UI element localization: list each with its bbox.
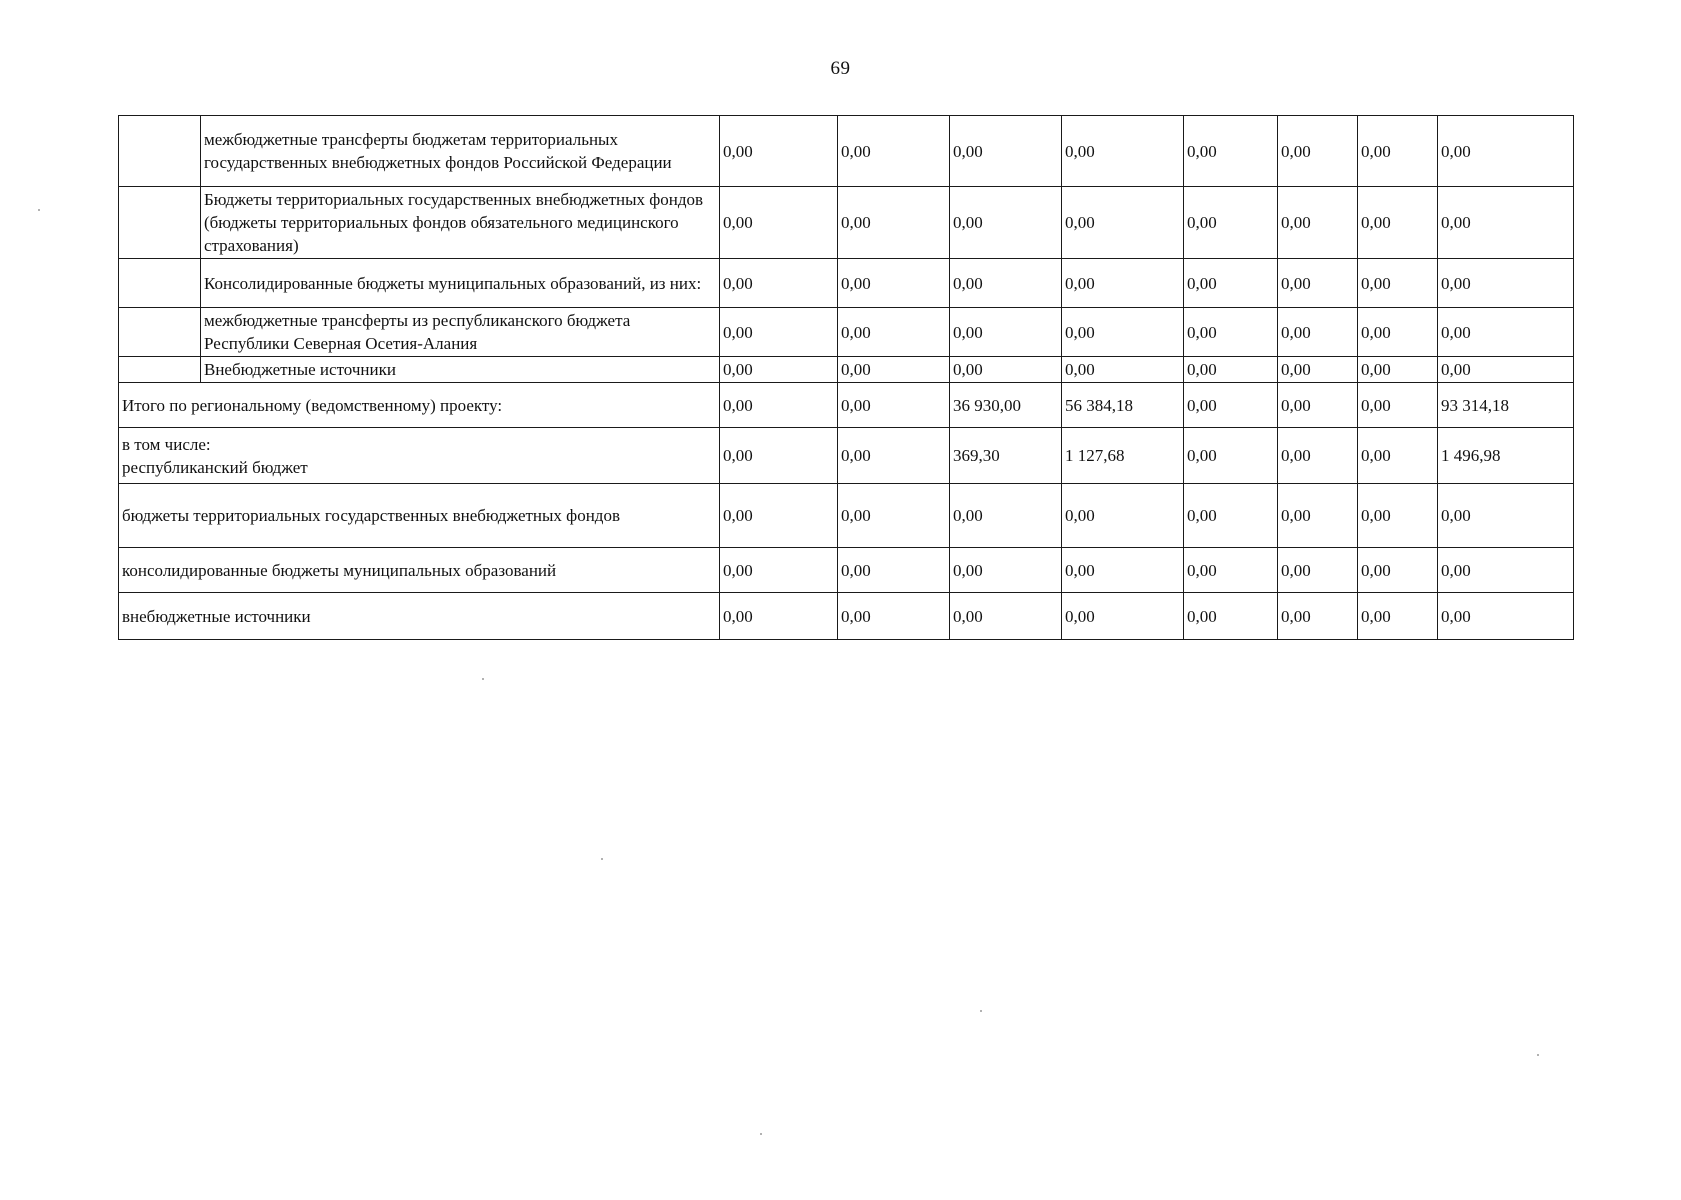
value-cell: 0,00 [1184, 548, 1278, 593]
budget-table [118, 115, 1574, 640]
value-cell: 0,00 [1278, 308, 1358, 357]
value-cell: 0,00 [1358, 116, 1438, 187]
row-label: консолидированные бюджеты муниципальных образований [119, 548, 720, 593]
row-label [119, 428, 720, 484]
value-cell: 0,00 [838, 116, 950, 187]
value-cell: 0,00 [720, 116, 838, 187]
value-cell: 0,00 [838, 187, 950, 259]
value-cell: 0,00 [1278, 484, 1358, 548]
value-cell: 0,00 [1278, 187, 1358, 259]
scan-speck [760, 1133, 762, 1135]
value-cell: 0,00 [1278, 383, 1358, 428]
row-label: Бюджеты территориальных государственных внебюджетных фондов (бюджеты территориальных фондов обязательного медицинского страхования) [201, 187, 720, 259]
value-cell: 0,00 [1358, 259, 1438, 308]
value-cell: 0,00 [950, 116, 1062, 187]
table-row [119, 593, 1574, 640]
scan-speck [482, 678, 484, 680]
value-cell: 0,00 [838, 548, 950, 593]
value-cell: 0,00 [720, 357, 838, 383]
value-cell: 0,00 [1438, 116, 1574, 187]
table-row [119, 308, 1574, 357]
value-cell: 0,00 [720, 484, 838, 548]
indent-cell [119, 308, 201, 357]
table-row [119, 548, 1574, 593]
value-cell: 0,00 [720, 593, 838, 640]
value-cell: 1 127,68 [1062, 428, 1184, 484]
row-label-text: республиканский бюджет [122, 457, 308, 477]
value-cell: 0,00 [950, 593, 1062, 640]
value-cell: 0,00 [1438, 187, 1574, 259]
row-label: межбюджетные трансферты бюджетам территориальных государственных внебюджетных фондов Российской Федерации [201, 116, 720, 187]
table-row [119, 357, 1574, 383]
indent-cell [119, 116, 201, 187]
value-cell: 0,00 [720, 383, 838, 428]
value-cell: 0,00 [720, 187, 838, 259]
value-cell: 0,00 [1062, 548, 1184, 593]
value-cell: 0,00 [1062, 484, 1184, 548]
indent-cell [119, 357, 201, 383]
value-cell: 0,00 [1358, 593, 1438, 640]
value-cell: 0,00 [1062, 357, 1184, 383]
value-cell: 0,00 [1062, 116, 1184, 187]
value-cell: 0,00 [1278, 593, 1358, 640]
value-cell: 0,00 [1062, 308, 1184, 357]
value-cell: 0,00 [1438, 593, 1574, 640]
scan-speck [980, 1010, 982, 1012]
value-cell: 0,00 [838, 383, 950, 428]
value-cell: 0,00 [1278, 357, 1358, 383]
value-cell: 0,00 [1062, 593, 1184, 640]
value-cell: 0,00 [1184, 116, 1278, 187]
value-cell: 0,00 [1062, 259, 1184, 308]
row-label: бюджеты территориальных государственных внебюджетных фондов [119, 484, 720, 548]
row-label: Итого по региональному (ведомственному) проекту: [119, 383, 720, 428]
scan-speck [1537, 1054, 1539, 1056]
value-cell: 0,00 [838, 484, 950, 548]
value-cell: 0,00 [950, 548, 1062, 593]
row-label: Внебюджетные источники [201, 357, 720, 383]
value-cell: 0,00 [950, 484, 1062, 548]
value-cell: 0,00 [1184, 428, 1278, 484]
indent-cell [119, 259, 201, 308]
value-cell: 0,00 [720, 548, 838, 593]
page-number: 69 [830, 58, 851, 79]
table-row [119, 484, 1574, 548]
value-cell: 0,00 [838, 357, 950, 383]
scan-speck [601, 858, 603, 860]
value-cell: 0,00 [1184, 357, 1278, 383]
value-cell: 0,00 [1358, 357, 1438, 383]
table-row [119, 259, 1574, 308]
value-cell: 0,00 [1278, 428, 1358, 484]
row-label-prefix: в том числе: [122, 434, 211, 454]
value-cell: 0,00 [1278, 548, 1358, 593]
value-cell: 0,00 [950, 187, 1062, 259]
value-cell: 0,00 [1358, 428, 1438, 484]
value-cell: 0,00 [1358, 187, 1438, 259]
value-cell: 0,00 [1358, 308, 1438, 357]
value-cell: 0,00 [1184, 484, 1278, 548]
value-cell: 0,00 [838, 428, 950, 484]
value-cell: 0,00 [1358, 383, 1438, 428]
value-cell: 0,00 [720, 428, 838, 484]
value-cell: 0,00 [1438, 308, 1574, 357]
table-row [119, 428, 1574, 484]
value-cell: 36 930,00 [950, 383, 1062, 428]
value-cell: 0,00 [1184, 187, 1278, 259]
value-cell: 0,00 [1438, 484, 1574, 548]
value-cell: 0,00 [950, 357, 1062, 383]
value-cell: 0,00 [1278, 259, 1358, 308]
value-cell: 0,00 [838, 259, 950, 308]
value-cell: 56 384,18 [1062, 383, 1184, 428]
scan-speck [38, 209, 40, 211]
row-label: Консолидированные бюджеты муниципальных образований, из них: [201, 259, 720, 308]
value-cell: 0,00 [1438, 548, 1574, 593]
value-cell: 0,00 [1184, 308, 1278, 357]
value-cell: 0,00 [1358, 484, 1438, 548]
value-cell: 0,00 [1278, 116, 1358, 187]
value-cell: 0,00 [1062, 187, 1184, 259]
value-cell: 369,30 [950, 428, 1062, 484]
value-cell: 0,00 [1438, 259, 1574, 308]
value-cell: 0,00 [720, 259, 838, 308]
row-label: межбюджетные трансферты из республиканского бюджета Республики Северная Осетия-Алания [201, 308, 720, 357]
value-cell: 0,00 [1184, 383, 1278, 428]
value-cell: 0,00 [838, 308, 950, 357]
value-cell: 0,00 [720, 308, 838, 357]
value-cell: 0,00 [950, 308, 1062, 357]
value-cell: 1 496,98 [1438, 428, 1574, 484]
value-cell: 0,00 [1184, 259, 1278, 308]
value-cell: 0,00 [1358, 548, 1438, 593]
value-cell: 0,00 [1438, 357, 1574, 383]
indent-cell [119, 187, 201, 259]
row-label: внебюджетные источники [119, 593, 720, 640]
value-cell: 93 314,18 [1438, 383, 1574, 428]
table-row [119, 116, 1574, 187]
table-row [119, 187, 1574, 259]
value-cell: 0,00 [950, 259, 1062, 308]
value-cell: 0,00 [838, 593, 950, 640]
value-cell: 0,00 [1184, 593, 1278, 640]
total-row [119, 383, 1574, 428]
